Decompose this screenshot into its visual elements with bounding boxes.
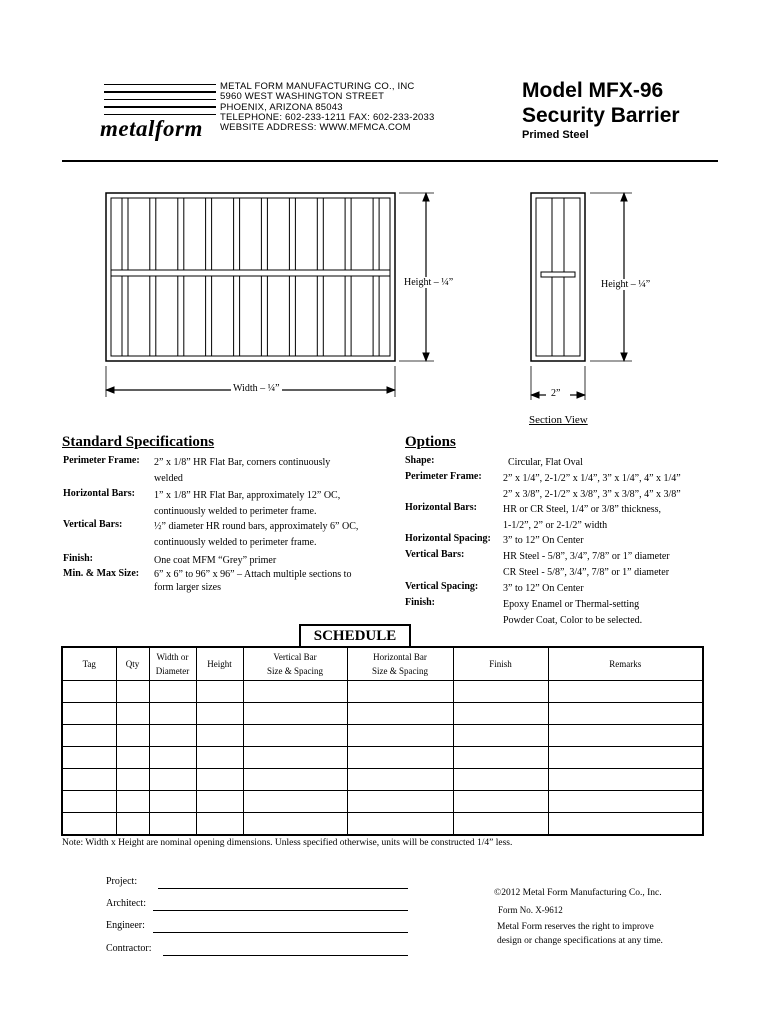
product-finish: Primed Steel [522, 129, 589, 141]
schedule-cell[interactable] [116, 791, 149, 813]
schedule-cell[interactable] [453, 703, 548, 725]
schedule-cell[interactable] [453, 725, 548, 747]
schedule-cell[interactable] [116, 725, 149, 747]
architect-label: Architect: [106, 898, 146, 909]
spec-value [154, 553, 276, 569]
spec-value [154, 488, 340, 519]
option-label: Vertical Bars: [405, 549, 465, 560]
schedule-cell[interactable] [243, 813, 347, 836]
schedule-cell[interactable] [548, 681, 703, 703]
form-number: Form No. X-9612 [498, 905, 563, 915]
width-label: Width – ¼” [233, 383, 280, 394]
engineer-label: Engineer: [106, 920, 145, 931]
option-label: Horizontal Bars: [405, 502, 477, 513]
spec-line: 1” x 1/8” HR Flat Bar, approximately 12” OC, [154, 490, 341, 501]
column-header-text: Tag [82, 659, 96, 669]
vertical-bar [317, 198, 323, 356]
company-website: WEBSITE ADDRESS: WWW.MFMCA.COM [220, 122, 411, 134]
column-header-qty [116, 647, 149, 681]
product-title: Security Barrier [522, 104, 680, 127]
schedule-cell[interactable] [243, 747, 347, 769]
schedule-cell[interactable] [149, 813, 196, 836]
schedule-row [62, 681, 703, 703]
column-header-height [196, 647, 243, 681]
spec-value [154, 455, 330, 486]
column-header-vertical-bar [243, 647, 347, 681]
option-line: 2” x 1/4”, 2-1/2” x 1/4”, 3” x 1/4”, 4” x 1/4” [503, 473, 681, 484]
section-height-label: Height – ¼” [601, 279, 651, 290]
dimension-note: Note: Width x Height are nominal opening dimensions. Unless specified otherwise, units will be constructed 1/4” less. [62, 838, 513, 848]
schedule-cell[interactable] [116, 769, 149, 791]
spec-line: 2” x 1/8” HR Flat Bar, corners continuously [154, 457, 331, 468]
spec-line: ½” diameter HR round bars, approximately 6” OC, [154, 521, 359, 532]
spec-label: Finish: [63, 553, 94, 564]
schedule-cell[interactable] [116, 747, 149, 769]
spec-label: Perimeter Frame: [63, 455, 140, 466]
option-line: CR Steel - 5/8”, 3/4”, 7/8” or 1” diameter [503, 566, 670, 578]
vertical-bar [345, 198, 351, 356]
spec-value [154, 568, 351, 594]
schedule-cell[interactable] [149, 681, 196, 703]
column-header-text: Qty [125, 659, 140, 669]
rights-line: Metal Form reserves the right to improve [497, 922, 654, 932]
schedule-cell[interactable] [243, 791, 347, 813]
column-header-text: Width or [156, 652, 189, 662]
option-label: Shape: [405, 455, 435, 466]
option-line: 1-1/2”, 2” or 2-1/2” width [503, 519, 608, 531]
vertical-bar [178, 198, 184, 356]
column-header-text: Diameter [155, 666, 190, 676]
schedule-body [62, 681, 703, 836]
schedule-cell[interactable] [62, 813, 116, 836]
spec-line: continuously welded to perimeter frame. [154, 536, 317, 548]
schedule-cell[interactable] [62, 703, 116, 725]
schedule-cell[interactable] [548, 791, 703, 813]
vertical-bar [261, 198, 267, 356]
column-header-text: Height [207, 659, 232, 669]
contractor-label: Contractor: [106, 943, 152, 954]
schedule-cell[interactable] [548, 769, 703, 791]
column-header-tag [62, 647, 116, 681]
option-value [503, 581, 584, 597]
schedule-cell[interactable] [548, 703, 703, 725]
company-street: 5960 WEST WASHINGTON STREET [220, 91, 385, 103]
vertical-bar [206, 198, 212, 356]
project-line[interactable] [158, 888, 408, 889]
specs-heading: Standard Specifications [62, 434, 215, 450]
spec-line: continuously welded to perimeter frame. [154, 505, 317, 517]
spec-label: Vertical Bars: [63, 519, 123, 530]
option-line: 3” to 12” On Center [503, 535, 584, 546]
barrier-drawing [0, 0, 770, 440]
schedule-cell[interactable] [196, 769, 243, 791]
option-line: HR Steel - 5/8”, 3/4”, 7/8” or 1” diameter [503, 551, 670, 562]
schedule-cell[interactable] [243, 681, 347, 703]
schedule-cell[interactable] [149, 747, 196, 769]
option-value [503, 471, 681, 503]
schedule-cell[interactable] [116, 813, 149, 836]
schedule-cell[interactable] [453, 747, 548, 769]
company-city: PHOENIX, ARIZONA 85043 [220, 101, 343, 113]
vertical-bars [111, 198, 390, 356]
rights-notice [497, 920, 663, 948]
schedule-row [62, 813, 703, 836]
schedule-cell[interactable] [149, 703, 196, 725]
vertical-bar [122, 198, 128, 356]
option-value [503, 549, 670, 581]
schedule-cell[interactable] [453, 791, 548, 813]
column-header-text: Horizontal Bar [373, 652, 427, 662]
option-line: Circular, Flat Oval [508, 457, 583, 468]
vertical-bar [150, 198, 156, 356]
front-height-label: Height – ¼” [404, 277, 454, 288]
schedule-header-row [62, 647, 703, 681]
schedule-row [62, 725, 703, 747]
model-title: Model MFX-96 [522, 79, 664, 102]
copyright: ©2012 Metal Form Manufacturing Co., Inc. [494, 888, 662, 898]
option-line: 3” to 12” On Center [503, 583, 584, 594]
option-line: Epoxy Enamel or Thermal-setting [503, 599, 640, 610]
option-line: 2” x 3/8”, 2-1/2” x 3/8”, 3” x 3/8”, 4” x 3/8” [503, 488, 681, 500]
engineer-line[interactable] [153, 932, 408, 933]
option-value [503, 533, 584, 549]
schedule-cell[interactable] [453, 813, 548, 836]
schedule-cell[interactable] [196, 813, 243, 836]
schedule-row [62, 769, 703, 791]
schedule-cell[interactable] [116, 703, 149, 725]
option-label: Perimeter Frame: [405, 471, 482, 482]
column-header-text: Vertical Bar [273, 652, 317, 662]
spec-label: Horizontal Bars: [63, 488, 135, 499]
architect-line[interactable] [153, 910, 408, 911]
option-line: Powder Coat, Color to be selected. [503, 614, 643, 626]
schedule-row [62, 791, 703, 813]
schedule-cell[interactable] [347, 813, 453, 836]
vertical-bar [289, 198, 295, 356]
schedule-cell[interactable] [196, 725, 243, 747]
schedule-cell[interactable] [243, 725, 347, 747]
column-header-finish [453, 647, 548, 681]
schedule-row [62, 747, 703, 769]
schedule-table [61, 646, 704, 836]
option-label: Horizontal Spacing: [405, 533, 491, 544]
schedule-cell[interactable] [347, 747, 453, 769]
schedule-row [62, 703, 703, 725]
spec-line: welded [154, 472, 183, 484]
schedule-cell[interactable] [347, 769, 453, 791]
option-value [503, 502, 661, 534]
schedule-cell[interactable] [548, 725, 703, 747]
vertical-bar [373, 198, 379, 356]
schedule-cell[interactable] [62, 769, 116, 791]
schedule-cell[interactable] [453, 769, 548, 791]
schedule-cell[interactable] [548, 813, 703, 836]
schedule-cell[interactable] [62, 681, 116, 703]
project-label: Project: [106, 876, 138, 887]
schedule-cell[interactable] [62, 791, 116, 813]
schedule-cell[interactable] [62, 725, 116, 747]
schedule-cell[interactable] [347, 791, 453, 813]
schedule-cell[interactable] [196, 747, 243, 769]
option-value [503, 597, 642, 629]
section-view-label: Section View [529, 414, 588, 426]
spec-line: 6” x 6” to 96” x 96” – Attach multiple sections to [154, 569, 352, 580]
rights-line: design or change specifications at any time. [497, 936, 663, 946]
options-heading: Options [405, 434, 456, 450]
horizontal-bar [111, 270, 390, 276]
schedule-cell[interactable] [196, 703, 243, 725]
option-label: Vertical Spacing: [405, 581, 479, 592]
spec-value [154, 519, 358, 550]
column-header-width [149, 647, 196, 681]
column-header-text: Size & Spacing [372, 666, 428, 676]
column-header-horizontal-bar [347, 647, 453, 681]
schedule-cell[interactable] [196, 681, 243, 703]
company-phone: TELEPHONE: 602-233-1211 FAX: 602-233-2033 [220, 111, 435, 123]
column-header-text: Size & Spacing [267, 666, 323, 676]
spec-line: form larger sizes [154, 582, 222, 593]
contractor-line[interactable] [163, 955, 408, 956]
schedule-cell[interactable] [347, 725, 453, 747]
schedule-cell[interactable] [149, 725, 196, 747]
schedule-cell[interactable] [548, 747, 703, 769]
schedule-cell[interactable] [196, 791, 243, 813]
option-value [508, 455, 583, 471]
column-header-text: Finish [489, 659, 512, 669]
schedule-title: SCHEDULE [299, 624, 411, 648]
metalform-logo: metalform [100, 116, 203, 141]
schedule-cell[interactable] [149, 769, 196, 791]
option-label: Finish: [405, 597, 436, 608]
schedule-cell[interactable] [62, 747, 116, 769]
schedule-cell[interactable] [243, 703, 347, 725]
schedule-cell[interactable] [347, 681, 453, 703]
schedule-cell[interactable] [243, 769, 347, 791]
vertical-bar [234, 198, 240, 356]
column-header-text: Remarks [609, 659, 642, 669]
spec-line: One coat MFM “Grey” primer [154, 555, 277, 566]
company-name: METAL FORM MANUFACTURING CO., INC [220, 81, 415, 92]
column-header-remarks [548, 647, 703, 681]
schedule-cell[interactable] [149, 791, 196, 813]
schedule-cell[interactable] [453, 681, 548, 703]
schedule-cell[interactable] [116, 681, 149, 703]
spec-label: Min. & Max Size: [63, 568, 140, 579]
depth-label: 2” [551, 388, 561, 399]
option-line: HR or CR Steel, 1/4” or 3/8” thickness, [503, 504, 662, 515]
section-view [531, 193, 585, 361]
schedule-cell[interactable] [347, 703, 453, 725]
